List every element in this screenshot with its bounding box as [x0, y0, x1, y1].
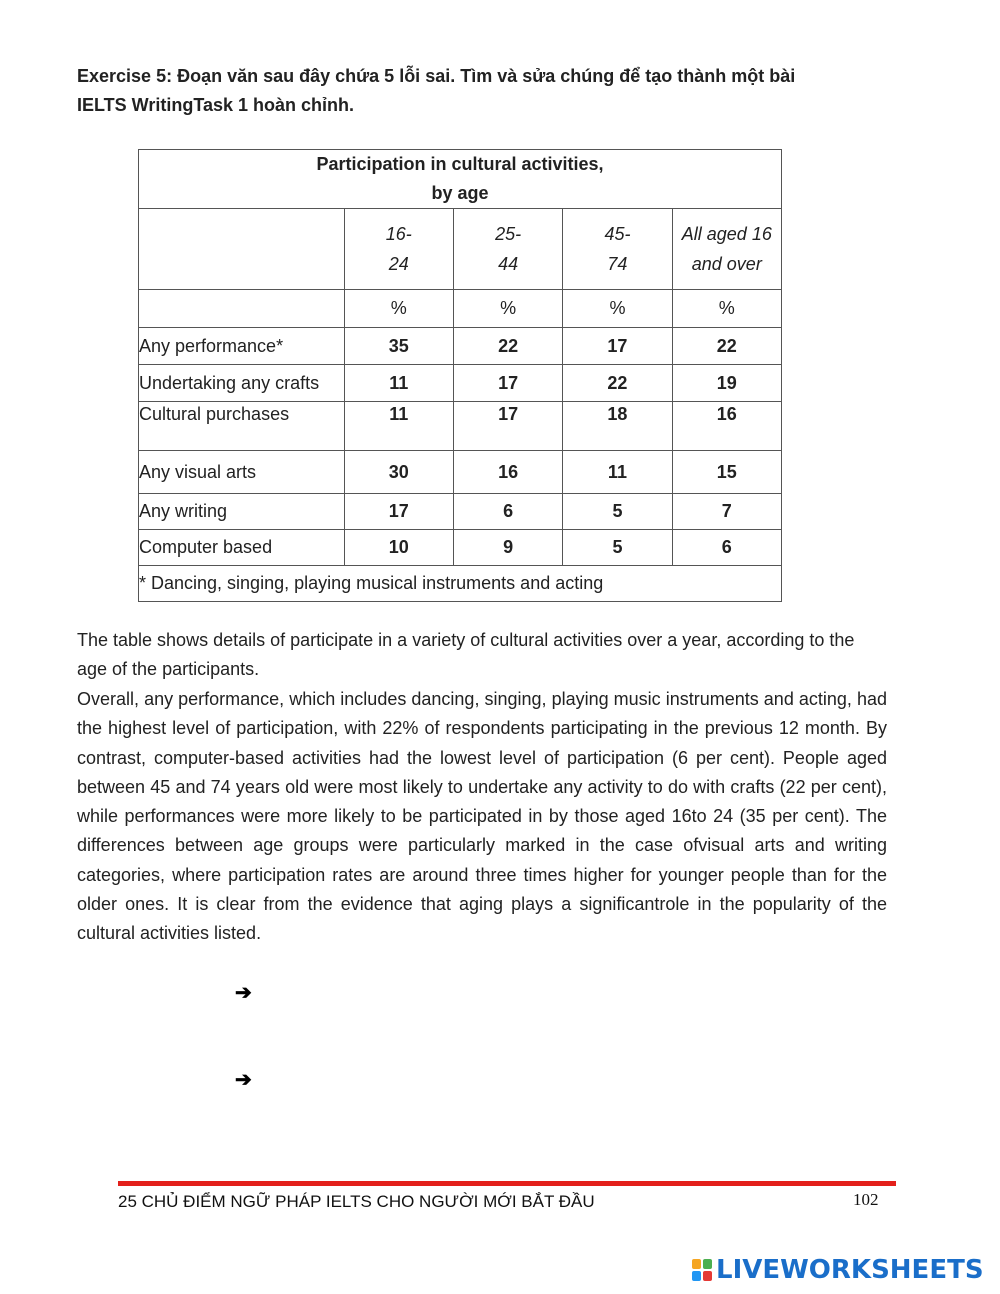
row-label: Any performance* — [139, 328, 345, 365]
value-cell: 5 — [563, 530, 672, 566]
table-header-row — [139, 209, 782, 290]
table-row — [139, 328, 782, 365]
unit-empty-cell — [139, 290, 345, 328]
answer-arrow-icon: ➔ — [235, 1069, 252, 1091]
essay-paragraph-1: The table shows details of participate in a variety of cultural activities over a year, according to the age of the participants. — [77, 630, 855, 680]
value-cell: 11 — [344, 402, 453, 451]
column-header-line2: 74 — [607, 254, 628, 274]
value-cell: 22 — [563, 365, 672, 402]
table-row — [139, 402, 782, 451]
table-row — [139, 494, 782, 530]
essay-paragraph-2: Overall, any performance, which includes dancing, singing, playing music instruments and acting, had the highest level of participation, with 22% of respondents participating in the previous 12 month. By contrast, computer-based activities had the lowest level of participation (6 per cent). People aged between 45 and 74 years old were most likely to undertake any activity to do with crafts (22 per cent), while performances were more likely to be participated in by those aged 16to 24 (35 per cent). The differences between age groups were particularly marked in the case ofvisual arts and writing categories, where participation rates are around three times higher for younger people than for the older ones. It is clear from the evidence that aging plays a significantrole in the popularity of the cultural activities listed. — [77, 689, 887, 944]
table-caption-row — [139, 150, 782, 209]
value-cell: 18 — [563, 402, 672, 451]
participation-table — [138, 149, 782, 602]
exercise-title-line1: Exercise 5: Đoạn văn sau đây chứa 5 lỗi sai. Tìm và sửa chúng để tạo thành một bài — [77, 66, 796, 86]
column-header-line1: All aged 16 — [681, 224, 772, 244]
table-footnote: * Dancing, singing, playing musical instruments and acting — [139, 566, 782, 602]
row-label: Computer based — [139, 530, 345, 566]
header-empty-cell — [139, 209, 345, 290]
liveworksheets-logo-text: LIVEWORKSHEETS — [716, 1255, 984, 1285]
column-header — [453, 209, 562, 290]
table-caption — [139, 150, 782, 209]
value-cell: 30 — [344, 451, 453, 494]
value-cell: 16 — [672, 402, 781, 451]
value-cell: 17 — [453, 365, 562, 402]
unit-cell: % — [453, 290, 562, 328]
column-header-line2: 24 — [388, 254, 409, 274]
value-cell: 11 — [563, 451, 672, 494]
row-label: Undertaking any crafts — [139, 365, 345, 402]
column-header-line2: and over — [691, 254, 762, 274]
exercise-title-line2: IELTS WritingTask 1 hoàn chỉnh. — [77, 95, 355, 115]
value-cell: 5 — [563, 494, 672, 530]
row-label: Any writing — [139, 494, 345, 530]
column-header-line1: 16- — [385, 224, 412, 244]
footer-book-title: 25 CHỦ ĐIỂM NGỮ PHÁP IELTS CHO NGƯỜI MỚI BẮT ĐẦU — [118, 1192, 595, 1211]
unit-cell: % — [672, 290, 781, 328]
unit-cell: % — [344, 290, 453, 328]
column-header-line1: 45- — [604, 224, 631, 244]
value-cell: 7 — [672, 494, 781, 530]
footer-divider — [118, 1181, 896, 1186]
value-cell: 10 — [344, 530, 453, 566]
value-cell: 22 — [453, 328, 562, 365]
value-cell: 6 — [453, 494, 562, 530]
answer-arrow-icon: ➔ — [235, 982, 252, 1004]
row-label: Cultural purchases — [139, 402, 345, 451]
page-number: 102 — [853, 1190, 879, 1209]
table-caption-line2: by age — [431, 183, 489, 203]
value-cell: 17 — [344, 494, 453, 530]
value-cell: 16 — [453, 451, 562, 494]
column-header-line2: 44 — [498, 254, 519, 274]
table-caption-line1: Participation in cultural activities, — [316, 154, 604, 174]
table-row — [139, 365, 782, 402]
value-cell: 17 — [453, 402, 562, 451]
row-label: Any visual arts — [139, 451, 345, 494]
value-cell: 6 — [672, 530, 781, 566]
value-cell: 9 — [453, 530, 562, 566]
value-cell: 22 — [672, 328, 781, 365]
liveworksheets-logo — [692, 1255, 984, 1285]
value-cell: 19 — [672, 365, 781, 402]
table-footnote-row — [139, 566, 782, 602]
column-header — [563, 209, 672, 290]
table-unit-row — [139, 290, 782, 328]
value-cell: 15 — [672, 451, 781, 494]
column-header-line1: 25- — [495, 224, 522, 244]
liveworksheets-logo-icon — [692, 1259, 712, 1281]
table-row — [139, 451, 782, 494]
column-header — [344, 209, 453, 290]
exercise-title — [77, 62, 907, 120]
value-cell: 35 — [344, 328, 453, 365]
value-cell: 17 — [563, 328, 672, 365]
unit-cell: % — [563, 290, 672, 328]
value-cell: 11 — [344, 365, 453, 402]
column-header — [672, 209, 781, 290]
table-row — [139, 530, 782, 566]
